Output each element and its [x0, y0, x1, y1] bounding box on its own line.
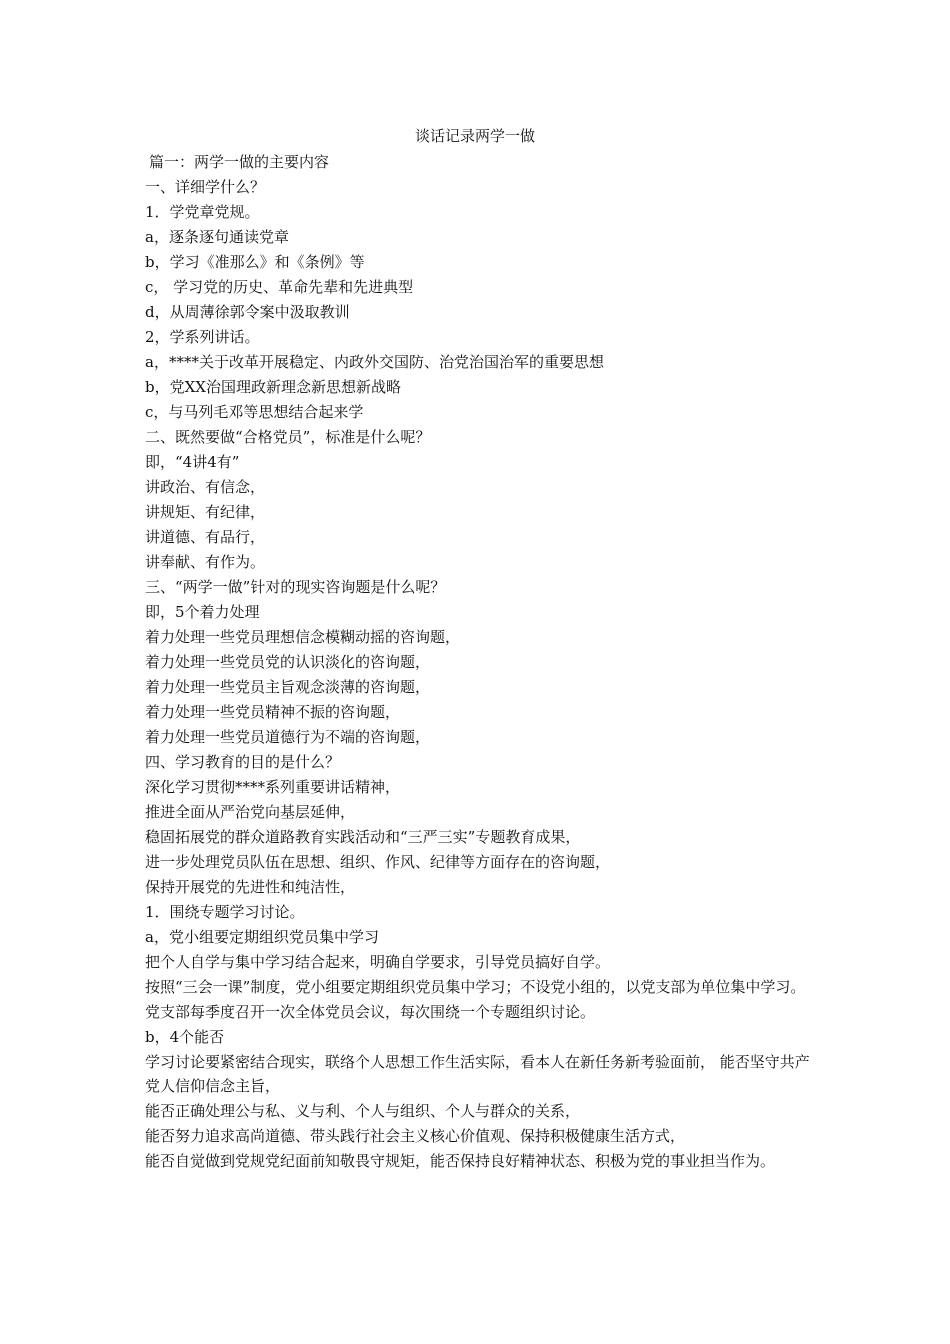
paragraph-line: 即，5个着力处理 — [145, 603, 260, 621]
paragraph-line: 学习讨论要紧密结合现实，联络个人思想工作生活实际，看本人在新任务新考验面前， 能否坚守共产党人信仰信念主旨， — [145, 1052, 810, 1095]
list-item: 2，学系列讲话。 — [145, 328, 260, 346]
paragraph-line: 能否正确处理公与私、义与利、个人与组织、个人与群众的关系， — [145, 1101, 581, 1120]
list-item: a，党小组要定期组织党员集中学习 — [145, 928, 379, 946]
paragraph-line: 把个人自学与集中学习结合起来，明确自学要求，引导党员搞好自学。 — [145, 953, 611, 971]
list-item: a，****关于改革开展稳定、内政外交国防、治党治国治军的重要思想 — [145, 353, 604, 371]
paragraph-line: 保持开展党的先进性和纯洁性， — [145, 878, 356, 896]
paragraph-line: 党支部每季度召开一次全体党员会议，每次围绕一个专题组织讨论。 — [145, 1002, 596, 1021]
paragraph-line: 讲道德、有品行， — [145, 528, 266, 546]
list-item: 1．学党章党规。 — [145, 203, 260, 221]
list-item: d，从周薄徐郭令案中汲取教训 — [145, 303, 350, 321]
section-heading: 一、详细学什么？ — [145, 178, 266, 196]
document-body — [145, 150, 810, 1173]
paragraph-line: 着力处理一些党员主旨观念淡薄的咨询题， — [145, 678, 431, 696]
paragraph-line: 着力处理一些党员精神不振的咨询题， — [145, 703, 401, 721]
paragraph-line: 按照“三会一课”制度，党小组要定期组织党员集中学习；不设党小组的，以党支部为单位集中学习。 — [145, 978, 806, 996]
paragraph-line: 着力处理一些党员党的认识淡化的咨询题， — [145, 653, 431, 671]
list-item: b，学习《准那么》和《条例》等 — [145, 253, 365, 271]
list-item: c， 学习党的历史、革命先辈和先进典型 — [145, 278, 414, 296]
section-heading: 三、“两学一做”针对的现实咨询题是什么呢？ — [145, 578, 446, 596]
paragraph-line: 进一步处理党员队伍在思想、组织、作风、纪律等方面存在的咨询题， — [145, 853, 611, 871]
paragraph-line: 讲政治、有信念， — [145, 478, 266, 496]
paragraph-line: 即，“4讲4有” — [145, 453, 240, 471]
paragraph-line: 着力处理一些党员理想信念模糊动摇的咨询题， — [145, 628, 461, 646]
paragraph-line: 能否努力追求高尚道德、带头践行社会主义核心价值观、保持积极健康生活方式， — [145, 1126, 686, 1145]
section-heading: 四、学习教育的目的是什么？ — [145, 753, 341, 771]
list-item: c，与马列毛邓等思想结合起来学 — [145, 403, 364, 421]
paragraph-line: 讲奉献、有作为。 — [145, 553, 266, 571]
list-item: b，4个能否 — [145, 1027, 225, 1046]
list-item: 1．围绕专题学习讨论。 — [145, 903, 305, 921]
paragraph-line: 稳固拓展党的群众道路教育实践活动和“三严三实”专题教育成果， — [145, 828, 581, 846]
section-heading: 二、既然要做“合格党员”，标准是什么呢？ — [145, 428, 431, 446]
list-item: a，逐条逐句通读党章 — [145, 228, 289, 246]
paragraph-line: 深化学习贯彻****系列重要讲话精神， — [145, 778, 401, 796]
section-heading: 篇一：两学一做的主要内容 — [149, 153, 330, 171]
paragraph-line: 能否自觉做到党规党纪面前知敬畏守规矩，能否保持良好精神状态、积极为党的事业担当作为。 — [145, 1151, 776, 1170]
document-title: 谈话记录两学一做 — [414, 127, 535, 145]
paragraph-line: 讲规矩、有纪律， — [145, 503, 266, 521]
paragraph-line: 推进全面从严治党向基层延伸， — [145, 803, 356, 821]
list-item: b，党XX治国理政新理念新思想新战略 — [145, 378, 401, 396]
paragraph-line: 着力处理一些党员道德行为不端的咨询题， — [145, 728, 431, 746]
